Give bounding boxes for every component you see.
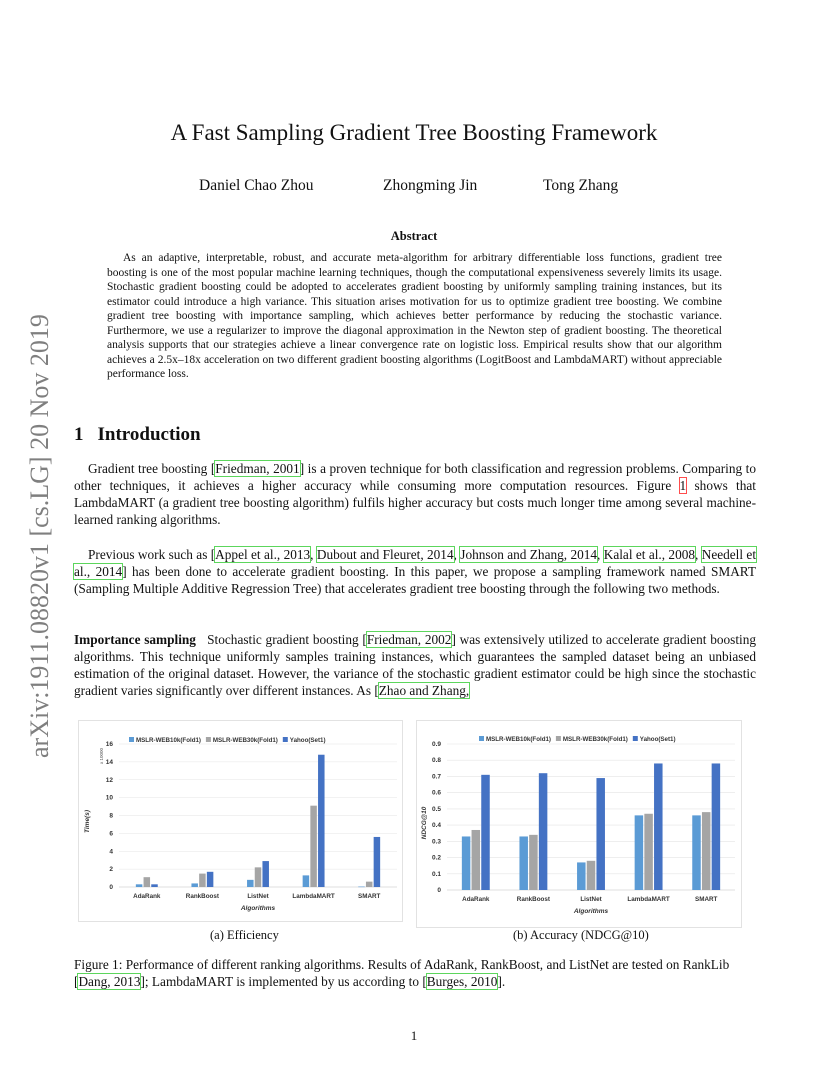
- arxiv-stamp: [20, 280, 56, 760]
- y-tick-label: 0.2: [431, 854, 441, 862]
- y-axis-label: NDCG@10: [421, 806, 428, 840]
- bar: [358, 887, 365, 888]
- bar: [191, 883, 198, 887]
- citation-link[interactable]: Needell et al., 2014: [74, 547, 757, 579]
- chart-efficiency: [78, 720, 403, 922]
- text-run: shows that LambdaMART (a gradient tree boosting algorithm) fulfils higher accuracy but costs much longer time among several machine-learned ranking algorithms.: [74, 478, 756, 527]
- x-tick-label: RankBoost: [185, 893, 220, 900]
- bar: [303, 875, 310, 887]
- y-tick-label: 14: [105, 758, 113, 766]
- legend-swatch: [206, 737, 211, 742]
- bar: [144, 877, 151, 887]
- bar: [539, 773, 548, 890]
- x-tick-label: LambdaMART: [627, 896, 670, 903]
- text-run: Gradient tree boosting [: [88, 461, 216, 476]
- legend-label: Yahoo(Set1): [289, 737, 326, 744]
- bar: [247, 880, 254, 887]
- bar: [366, 882, 373, 887]
- chart-accuracy-svg: [417, 721, 741, 927]
- bar: [481, 775, 490, 890]
- bar: [596, 778, 605, 890]
- y-tick-label: 2: [109, 866, 113, 874]
- citation-link[interactable]: Johnson and Zhang, 2014: [460, 547, 598, 562]
- paper-title: A Fast Sampling Gradient Tree Boosting Framework: [170, 120, 658, 145]
- arxiv-stamp-text: arXiv:1911.08820v1 [cs.LG] 20 Nov 2019: [25, 314, 54, 758]
- y-unit-label: x 10000: [99, 747, 104, 765]
- bar: [529, 835, 538, 890]
- text-run: ,: [310, 547, 317, 562]
- text-run: ,: [695, 547, 702, 562]
- bar: [519, 836, 528, 890]
- citation-link[interactable]: Dubout and Fleuret, 2014: [316, 547, 454, 562]
- figure-ref-link[interactable]: 1: [679, 478, 687, 493]
- legend-label: MSLR-WEB10k(Fold1): [486, 736, 551, 743]
- bar: [577, 862, 586, 890]
- citation-link[interactable]: Kalal et al., 2008: [603, 547, 696, 562]
- page-number: 1: [410, 1028, 418, 1043]
- y-tick-label: 0.5: [431, 805, 441, 813]
- x-tick-label: AdaRank: [133, 893, 161, 900]
- figure-caption: [74, 956, 756, 990]
- y-tick-label: 6: [109, 830, 113, 838]
- legend-swatch: [479, 736, 484, 741]
- legend-label: Yahoo(Set1): [639, 736, 676, 743]
- paragraph-lead: Importance sampling: [74, 632, 196, 647]
- legend-label: MSLR-WEB30k(Fold1): [212, 737, 278, 744]
- y-tick-label: 0.7: [431, 773, 441, 781]
- bar: [318, 755, 325, 887]
- y-tick-label: 0.4: [431, 822, 441, 830]
- intro-paragraph-1: [74, 460, 756, 528]
- legend-label: MSLR-WEB30k(Fold1): [562, 736, 628, 743]
- y-axis-label: Time(s): [84, 810, 91, 833]
- text-run: Stochastic gradient boosting [: [195, 632, 367, 647]
- abstract-text: As an adaptive, interpretable, robust, and accurate meta-algorithm for arbitrary differentiable loss functions, gradient tree boosting is one of the most popular machine learning techniques, though the computational expensiveness severely limits its usage. Stochastic gradient boosting could be adopted to accelerates gradient boosting by uniformly sampling training instances, but its estimator could introduce a high variance. This situation arises motivation for us to optimize gradient tree boosting. We combine gradient tree boosting with importance sampling, which achieves better performance by reducing the stochastic variance. Furthermore, we use a regularizer to improve the diagonal approximation in the Newton step of gradient boosting. The theoretical analysis supports that our strategies achieve a linear convergence rate on logistic loss. Empirical results show that our algorithm achieves a 2.5x–18x acceleration on two different gradient boosting algorithms (LogitBoost and LambdaMART) without appreciable performance loss.: [107, 252, 722, 380]
- text-run: ].: [497, 974, 506, 989]
- author-3: Tong Zhang: [543, 177, 619, 194]
- x-tick-label: SMART: [358, 893, 381, 900]
- x-tick-label: RankBoost: [516, 896, 551, 903]
- bar: [310, 806, 317, 887]
- bar: [199, 874, 206, 887]
- y-tick-label: 12: [105, 776, 113, 784]
- text-run: ] has been done to accelerate gradient boosting. In this paper, we propose a sampling framework named SMART (Sampling Multiple Additive Regression Tree) that accelerates gradient tree boosting through the following two methods.: [74, 564, 756, 596]
- x-axis-label: Algorithms: [573, 908, 609, 915]
- y-tick-label: 0.8: [431, 757, 441, 765]
- bar: [587, 861, 596, 890]
- x-tick-label: LambdaMART: [292, 893, 335, 900]
- bar: [635, 815, 644, 890]
- bar: [462, 836, 471, 890]
- section-number: 1: [74, 424, 84, 445]
- text-run: ,: [453, 547, 461, 562]
- x-axis-label: Algorithms: [240, 905, 276, 912]
- y-tick-label: 0.1: [431, 870, 441, 878]
- x-tick-label: SMART: [695, 896, 718, 903]
- text-run: ]; LambdaMART is implemented by us according to [: [140, 974, 427, 989]
- bar: [712, 763, 721, 890]
- y-tick-label: 0.6: [431, 789, 441, 797]
- bar: [644, 814, 653, 890]
- legend-swatch: [129, 737, 134, 742]
- chart-efficiency-svg: [79, 721, 402, 921]
- x-tick-label: ListNet: [580, 896, 602, 903]
- citation-link[interactable]: Appel et al., 2013: [215, 547, 311, 562]
- text-run: Previous work such as [: [88, 547, 216, 562]
- y-tick-label: 10: [105, 794, 113, 802]
- y-tick-label: 16: [105, 741, 113, 748]
- bar: [136, 884, 143, 887]
- citation-link[interactable]: Zhao and Zhang,: [378, 683, 470, 698]
- citation-link[interactable]: Dang, 2013: [78, 974, 141, 989]
- x-tick-label: ListNet: [247, 893, 269, 900]
- y-tick-label: 0.3: [431, 838, 441, 846]
- intro-paragraph-3: [74, 631, 756, 699]
- author-1: Daniel Chao Zhou: [199, 177, 314, 194]
- text-run: ] was extensively utilized to accelerate gradient boosting algorithms. This technique uniformly samples training instances, which guarantees the sampled dataset being an unbiased estimation of the original dataset. However, the variance of the stochastic gradient estimator could be high since the stochastic gradient varies significantly over different instances. As [: [74, 632, 757, 698]
- legend-swatch: [633, 736, 638, 741]
- abstract-heading: Abstract: [390, 229, 438, 243]
- bar: [255, 867, 262, 887]
- bar: [207, 872, 214, 887]
- y-tick-label: 4: [109, 848, 113, 856]
- bar: [654, 763, 663, 890]
- text-run: ] is a proven technique for both classification and regression problems. Comparing to other techniques, it achieves a higher accuracy while consuming more computation resources. Figure: [74, 461, 757, 493]
- y-tick-label: 0: [109, 884, 113, 891]
- y-tick-label: 8: [109, 812, 113, 820]
- citation-link[interactable]: Friedman, 2002: [366, 632, 452, 647]
- y-tick-label: 0: [437, 887, 441, 894]
- text-run: Figure 1: Performance of different ranking algorithms. Results of AdaRank, RankBoost, and ListNet are tested on RankLib [: [74, 957, 730, 989]
- x-tick-label: AdaRank: [462, 896, 490, 903]
- section-heading: [74, 424, 201, 446]
- bar: [692, 815, 701, 890]
- bar: [151, 884, 158, 887]
- intro-paragraph-2: [74, 546, 756, 597]
- subcaption-a: (a) Efficiency: [210, 928, 279, 942]
- citation-link[interactable]: Burges, 2010: [426, 974, 498, 989]
- subcaption-b: (b) Accuracy (NDCG@10): [513, 928, 649, 942]
- chart-accuracy: [416, 720, 742, 928]
- text-run: ,: [597, 547, 604, 562]
- legend-swatch: [283, 737, 288, 742]
- bar: [374, 837, 381, 887]
- legend-label: MSLR-WEB10k(Fold1): [136, 737, 201, 744]
- bar: [472, 830, 481, 890]
- citation-link[interactable]: Friedman, 2001: [215, 461, 300, 476]
- author-2: Zhongming Jin: [383, 177, 478, 194]
- legend-swatch: [556, 736, 561, 741]
- bar: [702, 812, 711, 890]
- section-title: Introduction: [97, 424, 201, 445]
- bar: [262, 861, 269, 887]
- y-tick-label: 0.9: [431, 741, 441, 748]
